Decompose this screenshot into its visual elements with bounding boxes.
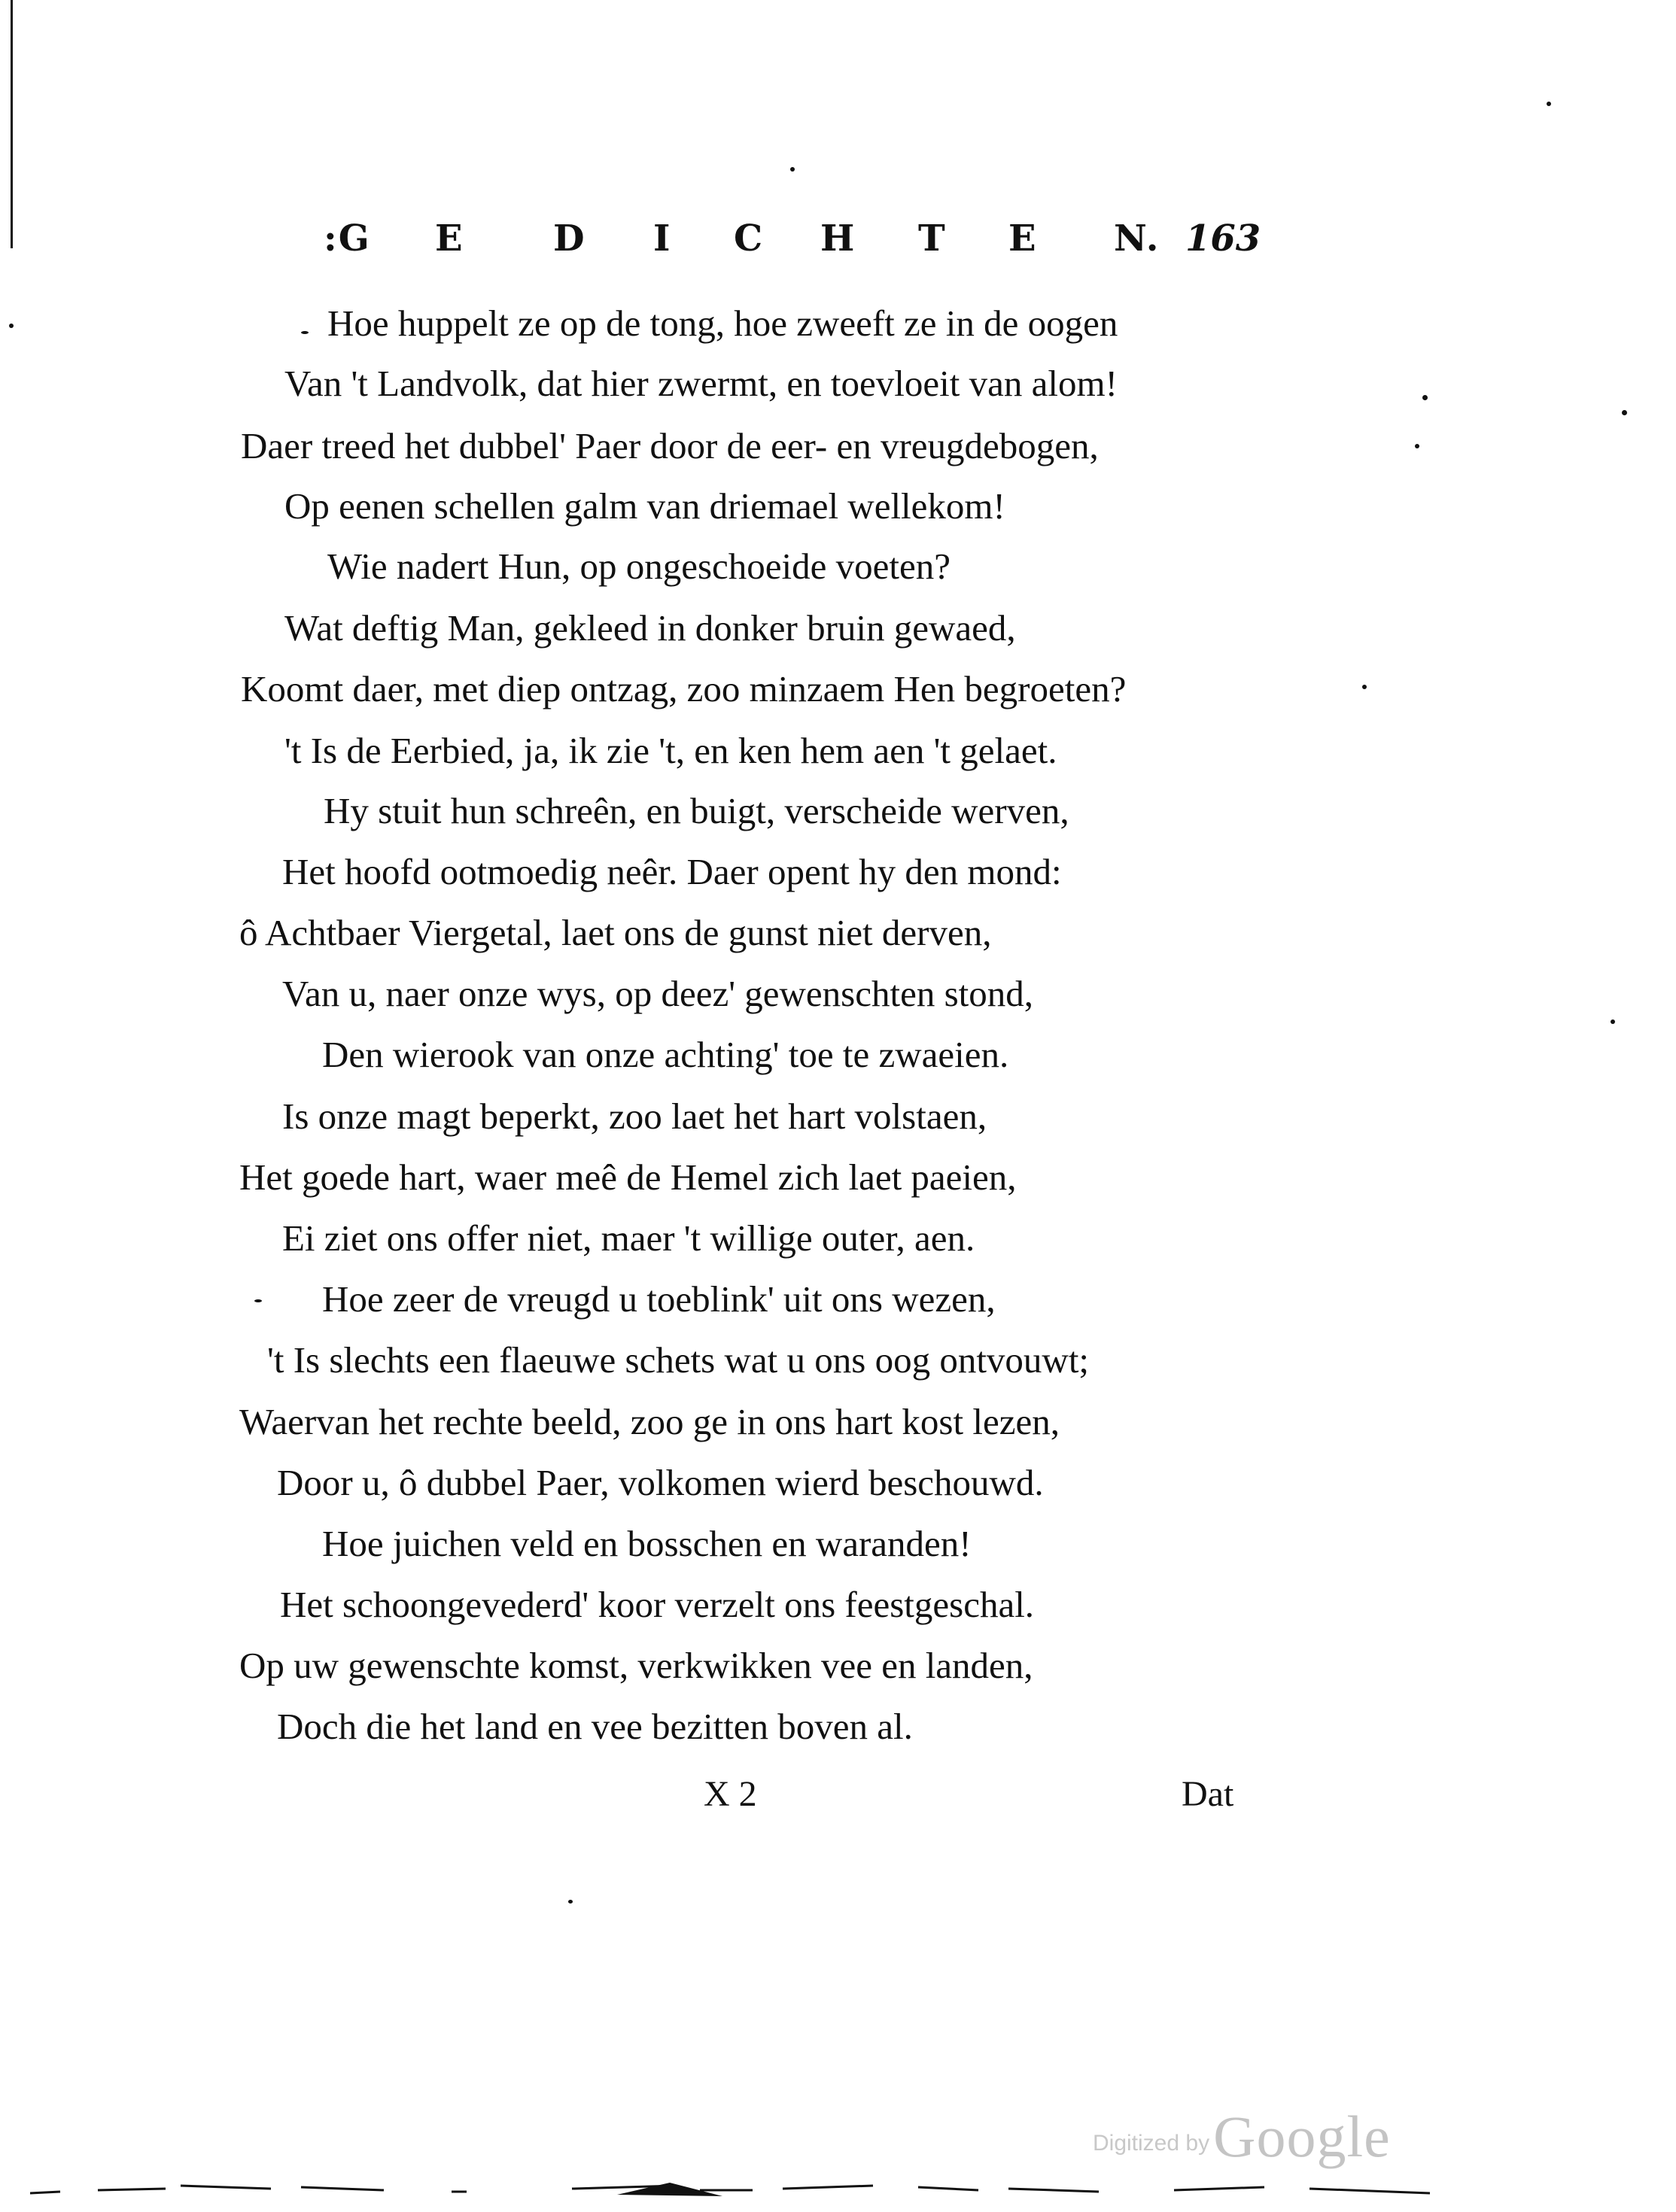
running-head-letter: I — [653, 217, 672, 260]
poem-line: Op uw gewenschte komst, verkwikken vee en landen, — [239, 1645, 1033, 1686]
running-head — [316, 212, 1264, 265]
poem-line: Doch die het land en vee bezitten boven al. — [277, 1706, 913, 1747]
poem-line: Den wierook van onze achting' toe te zwaeien. — [322, 1034, 1009, 1075]
running-head-letter: H — [820, 217, 856, 260]
poem-line: 't Is de Eerbied, ja, ik zie 't, en ken hem aen 't gelaet. — [284, 730, 1057, 771]
running-head-letter: E — [435, 217, 464, 260]
scan-speck — [1611, 1019, 1615, 1024]
page-edge-shadow — [11, 0, 13, 248]
watermark-prefix: Digitized by — [1093, 2131, 1210, 2156]
scan-speck — [1415, 444, 1419, 448]
scan-speck — [1362, 685, 1367, 689]
poem-line: Is onze magt beperkt, zoo laet het hart volstaen, — [282, 1095, 987, 1137]
scan-speck — [1422, 395, 1428, 400]
scan-speck — [568, 1900, 573, 1904]
scan-speck — [9, 324, 14, 328]
poem-line: Wat deftig Man, gekleed in donker bruin gewaed, — [284, 607, 1016, 649]
signature-mark: X 2 — [704, 1774, 757, 1814]
poem-line: Hoe juichen veld en bosschen en waranden! — [322, 1523, 972, 1564]
poem-line: Waervan het rechte beeld, zoo ge in ons hart kost lezen, — [239, 1401, 1060, 1442]
scan-speck — [1547, 102, 1551, 106]
poem-line: Het schoongevederd' koor verzelt ons feestgeschal. — [280, 1584, 1035, 1625]
watermark-brand: Google — [1213, 2104, 1391, 2169]
digitized-watermark — [1093, 2103, 1391, 2171]
running-head-letter: N. — [1114, 217, 1160, 260]
poem-line: Ei ziet ons offer niet, maer 't willige outer, aen. — [282, 1217, 975, 1259]
poem-line: Hoe zeer de vreugd u toeblink' uit ons wezen, — [322, 1278, 996, 1320]
scan-speck — [1622, 410, 1627, 415]
running-head-letter: T — [918, 217, 947, 260]
poem-line: ô Achtbaer Viergetal, laet ons de gunst niet derven, — [239, 912, 992, 953]
page-number: 163 — [1185, 217, 1261, 260]
poem-line: Het hoofd ootmoedig neêr. Daer opent hy den mond: — [282, 851, 1062, 892]
poem-line: Wie nadert Hun, op ongeschoeide voeten? — [327, 545, 951, 587]
poem-line: Hoe huppelt ze op de tong, hoe zweeft ze in de oogen — [327, 302, 1118, 344]
scan-edge-noise — [30, 2178, 1445, 2208]
poem-line: Daer treed het dubbel' Paer door de eer- en vreugdebogen, — [241, 425, 1099, 466]
poem-line: Van u, naer onze wys, op deez' gewenschten stond, — [282, 973, 1034, 1014]
poem-line: 't Is slechts een flaeuwe schets wat u ons oog ontvouwt; — [267, 1339, 1090, 1381]
poem-line: Door u, ô dubbel Paer, volkomen wierd beschouwd. — [277, 1462, 1044, 1503]
poem-line: Op eenen schellen galm van driemael wellekom! — [284, 485, 1005, 527]
running-head-letter: D — [553, 217, 586, 260]
scan-speck — [254, 1299, 262, 1302]
catchword: Dat — [1182, 1774, 1234, 1814]
poem-line: Koomt daer, met diep ontzag, zoo minzaem Hen begroeten? — [241, 668, 1127, 709]
scan-speck — [790, 167, 795, 172]
poem-line: Hy stuit hun schreên, en buigt, verscheide werven, — [324, 790, 1069, 831]
scan-speck — [301, 331, 309, 334]
running-head-letter: :G — [324, 217, 371, 260]
poem-line: Van 't Landvolk, dat hier zwermt, en toevloeit van alom! — [284, 363, 1118, 404]
running-head-letter: E — [1008, 217, 1038, 260]
poem-line: Het goede hart, waer meê de Hemel zich laet paeien, — [239, 1156, 1017, 1198]
running-head-letter: C — [734, 217, 765, 260]
